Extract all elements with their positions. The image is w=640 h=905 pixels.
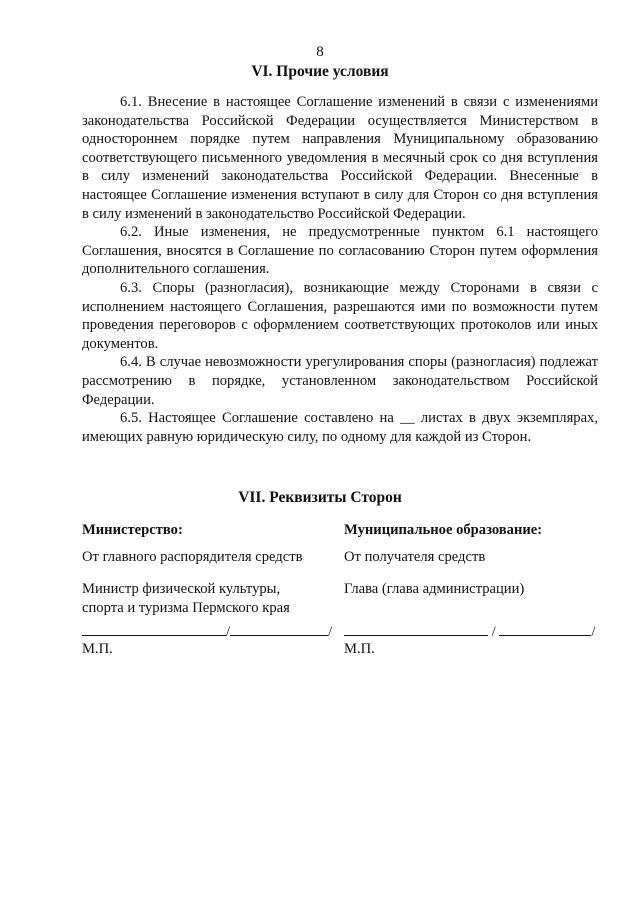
municipality-stamp-place: М.П. xyxy=(344,641,375,657)
municipality-name-blank xyxy=(499,623,591,636)
signature-separator: / xyxy=(488,624,500,640)
signature-separator: / xyxy=(226,624,231,640)
ministry-requisites xyxy=(82,521,332,617)
ministry-role xyxy=(82,580,332,617)
municipality-from: От получателя средств xyxy=(344,548,486,565)
municipality-role-line-1: Глава (глава администрации) xyxy=(344,581,525,598)
clause-6-4: 6.4. В случае невозможности урегулирования споры (разногласия) подлежат рассмотрению в порядке, установленном законодательством Российской Федерации. xyxy=(82,354,598,408)
ministry-heading: Министерство: xyxy=(82,522,183,538)
section-7-title: VII. Реквизиты Сторон xyxy=(238,489,402,506)
section-6-title: VI. Прочие условия xyxy=(251,63,389,80)
ministry-name-blank xyxy=(230,623,328,636)
signature-separator: / xyxy=(591,624,596,640)
ministry-role-line-2: спорта и туризма Пермского края xyxy=(82,599,290,616)
clause-6-2: 6.2. Иные изменения, не предусмотренные пунктом 6.1 настоящего Соглашения, вносятся в Соглашение по согласованию Сторон путем оформления дополнительного соглашения. xyxy=(82,224,598,278)
ministry-signature-line xyxy=(82,623,332,641)
municipality-role xyxy=(344,580,604,599)
ministry-stamp-place: М.П. xyxy=(82,641,113,657)
ministry-signature-blank xyxy=(82,623,226,636)
municipality-signature-blank xyxy=(344,623,488,636)
clause-6-1: 6.1. Внесение в настоящее Соглашение изменений в связи с изменениями законодательства Российской Федерации осуществляется Министерством в одностороннем порядке путем направления Муниципальному образованию соответствующего письменного уведомления в месячный срок со дня вступления в силу изменений законодательства Российской Федерации. Внесенные в настоящее Соглашение изменения вступают в силу для Сторон со дня вступления в силу изменений в законодательство Российской Федерации. xyxy=(82,94,598,222)
municipality-signature-line xyxy=(344,623,595,641)
municipality-requisites xyxy=(344,521,604,599)
section-6-body xyxy=(82,93,598,446)
clause-6-3: 6.3. Споры (разногласия), возникающие между Сторонами в связи с исполнением настоящего Соглашения, разрешаются ими по возможности путем проведения переговоров с оформлением соответствующих протоколов или иных документов. xyxy=(82,279,598,352)
municipality-heading: Муниципальное образование: xyxy=(344,522,543,538)
signature-separator: / xyxy=(328,624,333,640)
ministry-role-line-1: Министр физической культуры, xyxy=(82,581,281,598)
page-number: 8 xyxy=(316,44,324,60)
clause-6-5: 6.5. Настоящее Соглашение составлено на __ листах в двух экземплярах, имеющих равную юридическую силу, по одному для каждой из Сторон. xyxy=(82,410,598,445)
ministry-from: От главного распорядителя средств xyxy=(82,548,303,565)
